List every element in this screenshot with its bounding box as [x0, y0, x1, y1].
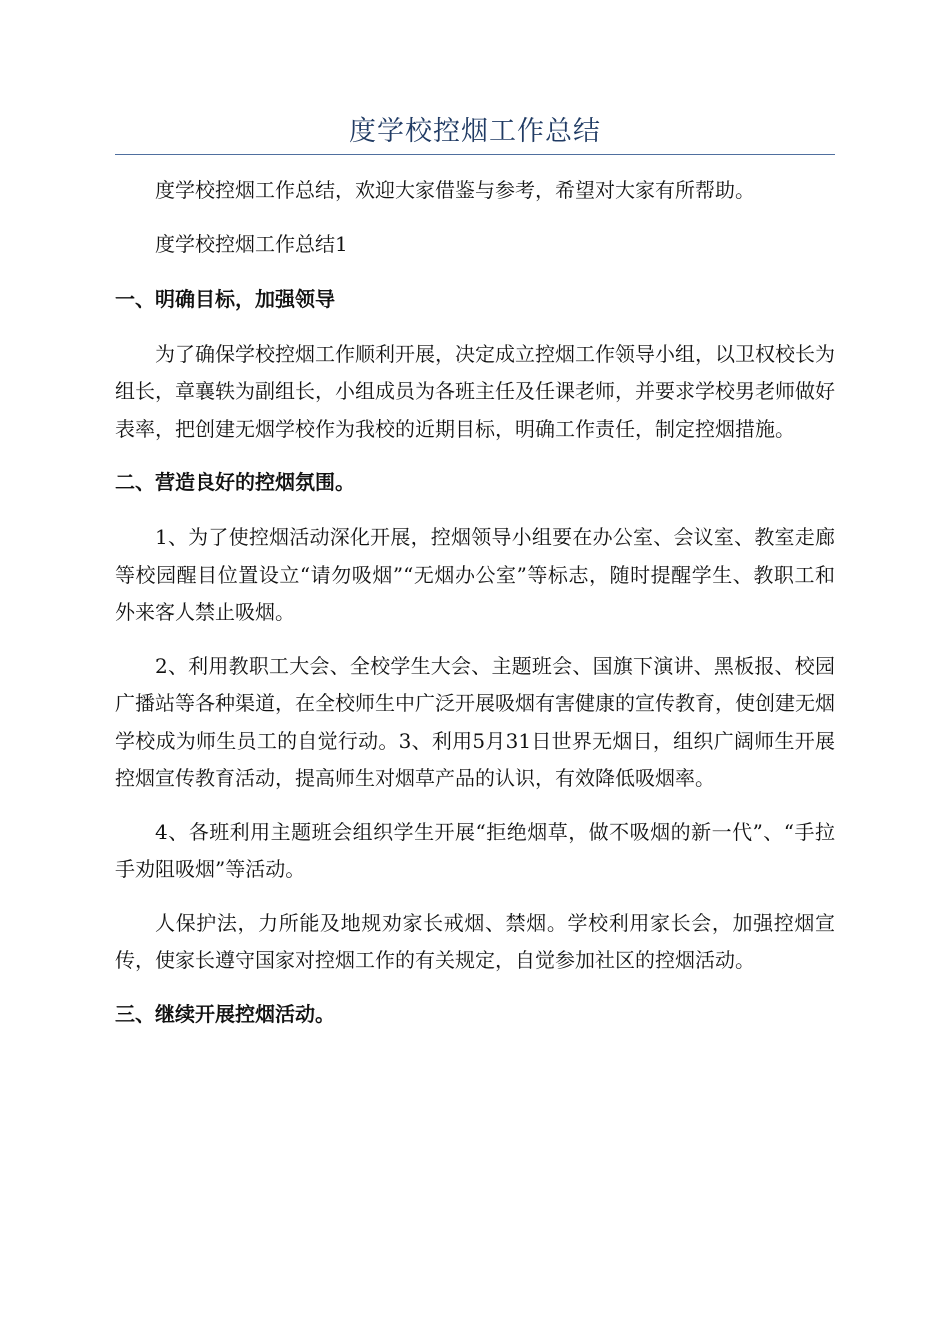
heading-1: 一、明确目标，加强领导 [115, 286, 335, 311]
paragraph-3: 2、利用教职工大会、全校学生大会、主题班会、国旗下演讲、黑板报、校园广播站等各种渠道，在全校师生中广泛开展吸烟有害健康的宣传教育，使创建无烟学校成为师生员工的自觉行动。3、利用5月31日世界无烟日，组织广阔师生开展控烟宣传教育活动，提高师生对烟草产品的认识，有效降低吸烟率。 [115, 653, 835, 790]
intro-paragraph: 度学校控烟工作总结，欢迎大家借鉴与参考，希望对大家有所帮助。 [155, 178, 755, 202]
document-body [115, 172, 835, 1051]
paragraph-4: 4、各班利用主题班会组织学生开展“拒绝烟草，做不吸烟的新一代”、“手拉手劝阻吸烟”等活动。 [115, 819, 835, 881]
paragraph-5: 人保护法，力所能及地规劝家长戒烟、禁烟。学校利用家长会，加强控烟宣传，使家长遵守国家对控烟工作的有关规定，自觉参加社区的控烟活动。 [115, 910, 835, 972]
document-title: 度学校控烟工作总结 [349, 116, 601, 147]
paragraph-1: 为了确保学校控烟工作顺利开展，决定成立控烟工作领导小组，以卫权校长为组长，章襄轶为副组长，小组成员为各班主任及任课老师，并要求学校男老师做好表率，把创建无烟学校作为我校的近期目标，明确工作责任，制定控烟措施。 [115, 341, 835, 441]
paragraph-2: 1、为了使控烟活动深化开展，控烟领导小组要在办公室、会议室、教室走廊等校园醒目位置设立“请勿吸烟”“无烟办公室”等标志，随时提醒学生、教职工和外来客人禁止吸烟。 [115, 525, 835, 624]
title-underline [115, 154, 835, 155]
section-subtitle: 度学校控烟工作总结1 [155, 231, 348, 256]
heading-3: 三、继续开展控烟活动。 [115, 1001, 335, 1026]
heading-2: 二、营造良好的控烟氛围。 [115, 470, 355, 494]
